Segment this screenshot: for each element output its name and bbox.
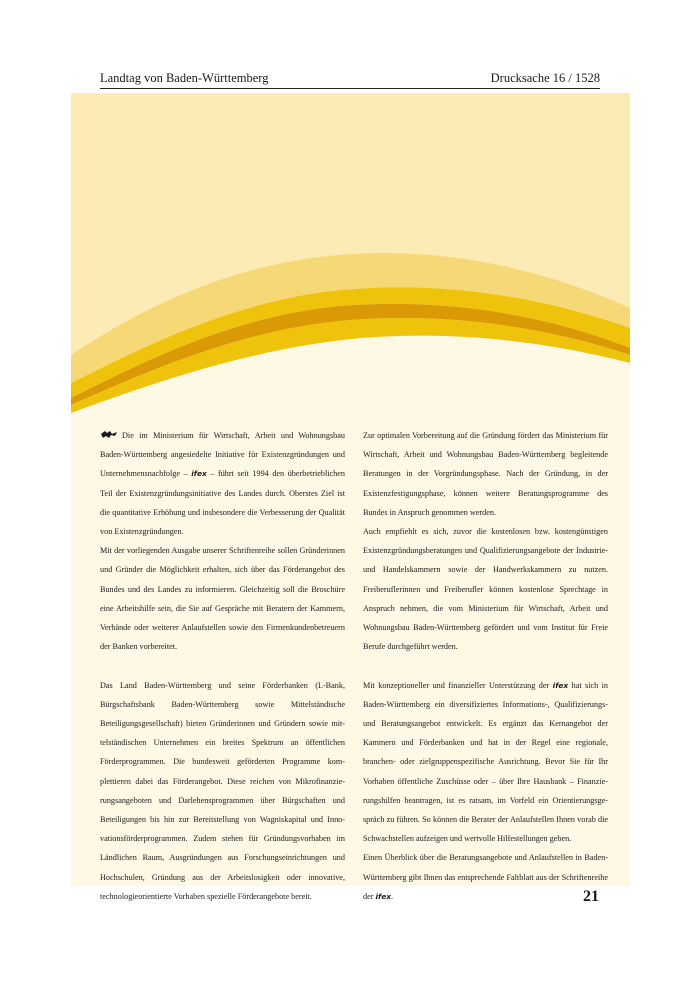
page-number: 21 (583, 888, 599, 905)
paragraph: Zur optimalen Vorbereitung auf die Gründung fördert das Ministerium für Wirtschaft, Arbeit und Wohnungsbau Baden-Württemberg begleitende Beratungen in der Vorgründungsphase. Nach der Gründung, in der Existenzfestigungsphase, können weitere Beratungsprogramme des Bundes in Anspruch genommen werden. (363, 431, 608, 517)
intro-paragraph: Die im Ministerium für Wirtschaft, Arbeit und Wohnungsbau Baden-Württemberg angesiedelte Initiative für Existenzgründungen und Unternehmensnachfolge – ifex – führt seit 1994 den überbetrieblichen Teil der Existenzgründungsinitiative des Landes durch. Oberstes Ziel ist die quantitative Erhöhung und insbesondere die Verbesserung der Qualität von Existenzgründungen. (100, 431, 345, 537)
ifex-brand: ifex (191, 469, 207, 479)
ifex-brand: ifex (552, 680, 569, 690)
paragraph: Auch empfiehlt es sich, zuvor die kostenlosen bzw. kostengünstigen Existenzgründungsberatungen und Qualifizierungsangebote der Industrie- und Handelskammern sowie der Handwerkskammern zu nutzen. Freiberuflerinnen und Freiberufler können kostenlose Sprechtage in Anspruch nehmen, die vom Ministerium für Wirtschaft, Arbeit und Wohnungsbau Baden-Württemberg gefördert und vom Institut für Freie Berufe durchgeführt werden. (363, 527, 608, 652)
right-column (363, 426, 608, 906)
paragraph: Mit der vorliegenden Ausgabe unserer Schriftenreihe sollen Gründerinnen und Gründer die Möglichkeit erhalten, sich über das Förderangebot des Bundes und des Landes zu informieren. Gleichzeitig soll die Broschüre eine Arbeitshilfe sein, die Sie auf Gespräche mit Beratern der Kammern, Verbände oder weiterer Anlaufstellen sowie den Firmenkundenbetreuern der Banken vorbereitet. (100, 546, 345, 652)
page-header (100, 71, 600, 89)
document-number: Drucksache 16 / 1528 (490, 71, 600, 85)
left-column (100, 426, 345, 906)
ifex-logo-icon (100, 430, 118, 439)
paragraph: Einen Überblick über die Beratungsangebote und Anlaufstellen in Baden-Württemberg gibt Ihnen das entsprechende Faltblatt aus der Schriftenreihe der ifex. (363, 853, 608, 901)
paragraph: Das Land Baden-Württemberg und seine Förderbanken (L-Bank, Bürgschaftsbank Baden-Württemberg sowie Mittelständische Beteiligungsgesellschaft) bieten Gründerinnen und Gründern sowie mittelständischen Unternehmen ein breites Spektrum an öffentlichen Förderprogrammen. Die bundesweit geförderten Programme komplettieren dabei das Förderangebot. Diese reichen von Mikrofinanzierungsangeboten und Darlehensprogrammen über Bürgschaften und Beteiligungen bis hin zur Bereitstellung von Wagniskapital und Innovationsförderprogrammen. Zudem stehen für Gründungsvorhaben im Ländlichen Raum, Ausgründungen aus Forschungseinrichtungen und Hochschulen, Gründung aus der Arbeitslosigkeit oder innovative, technologieorientierte Vorhaben spezielle Förderangebote bereit. (100, 680, 345, 901)
paragraph: Mit konzeptioneller und finanzieller Unterstützung der ifex hat sich in Baden-Württemberg ein diversifiziertes Informations-, Qualifizierungs- und Beratungsangebot entwickelt. Es ergänzt das Kernangebot der Kammern und Förderbanken und hat in der Regel eine regionale, branchen- oder zielgruppenspezifische Ausrichtung. Bevor Sie für Ihr Vorhaben öffentliche Zuschüsse oder – über Ihre Hausbank – Finanzierungshilfen beantragen, ist es ratsam, im Vorfeld ein Orientierungsgespräch zu führen. So können die Berater der Anlaufstellen Ihnen vorab die Schwachstellen aufzeigen und wertvolle Hilfestellungen geben. (363, 680, 608, 844)
ifex-brand: ifex (375, 891, 392, 901)
header-title: Landtag von Baden-Württemberg (100, 71, 269, 85)
